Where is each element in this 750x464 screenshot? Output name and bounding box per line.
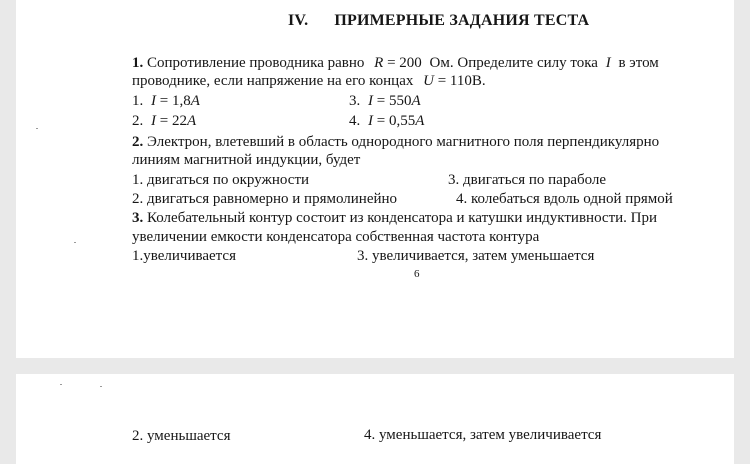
scan-speck: [36, 128, 38, 129]
section-number: IV.: [288, 12, 309, 29]
scan-speck: [74, 242, 76, 243]
question-3-answer-1: 1.увеличивается: [132, 248, 236, 264]
question-2-line-1: 2. Электрон, влетевший в область однородного магнитного поля перпендикулярно: [132, 134, 660, 150]
question-3-answer-4: 4. уменьшается, затем увеличивается: [364, 427, 602, 443]
question-1-number: 1.: [132, 55, 144, 71]
question-2-line-2: линиям магнитной индукции, будет: [132, 152, 361, 168]
scan-speck: [60, 384, 62, 385]
question-2-answer-3: 3. двигаться по параболе: [448, 172, 607, 188]
question-2-answer-4: 4. колебаться вдоль одной прямой: [456, 191, 673, 207]
section-title: ПРИМЕРНЫЕ ЗАДАНИЯ ТЕСТА: [334, 12, 590, 29]
question-2-answer-2: 2. двигаться равномерно и прямолинейно: [132, 191, 398, 207]
question-1-line-1: 1. Сопротивление проводника равно R = 200 Ом. Определите силу тока I в этом: [132, 55, 659, 71]
question-1-answer-4: 4. I = 0,55A: [349, 113, 425, 129]
question-3-line-1: 3. Колебательный контур состоит из конденсатора и катушки индуктивности. При: [132, 210, 658, 226]
section-heading: [288, 12, 589, 30]
question-2-number: 2.: [132, 134, 144, 150]
question-1-line-2: проводнике, если напряжение на его концах U = 110В.: [132, 73, 486, 89]
question-1-answer-2: 2. I = 22A: [132, 113, 197, 129]
question-2-answer-1: 1. двигаться по окружности: [132, 172, 310, 188]
question-3-answer-3: 3. увеличивается, затем уменьшается: [357, 248, 595, 264]
question-1-answer-1: 1. I = 1,8A: [132, 93, 200, 109]
question-1-answer-3: 3. I = 550A: [349, 93, 421, 109]
document-page-1: [16, 0, 734, 358]
question-3-line-2: увеличении емкости конденсатора собственная частота контура: [132, 229, 540, 245]
page-number: 6: [414, 268, 420, 280]
scan-speck: [100, 386, 102, 387]
question-3-answer-2: 2. уменьшается: [132, 428, 231, 444]
question-3-number: 3.: [132, 210, 144, 226]
